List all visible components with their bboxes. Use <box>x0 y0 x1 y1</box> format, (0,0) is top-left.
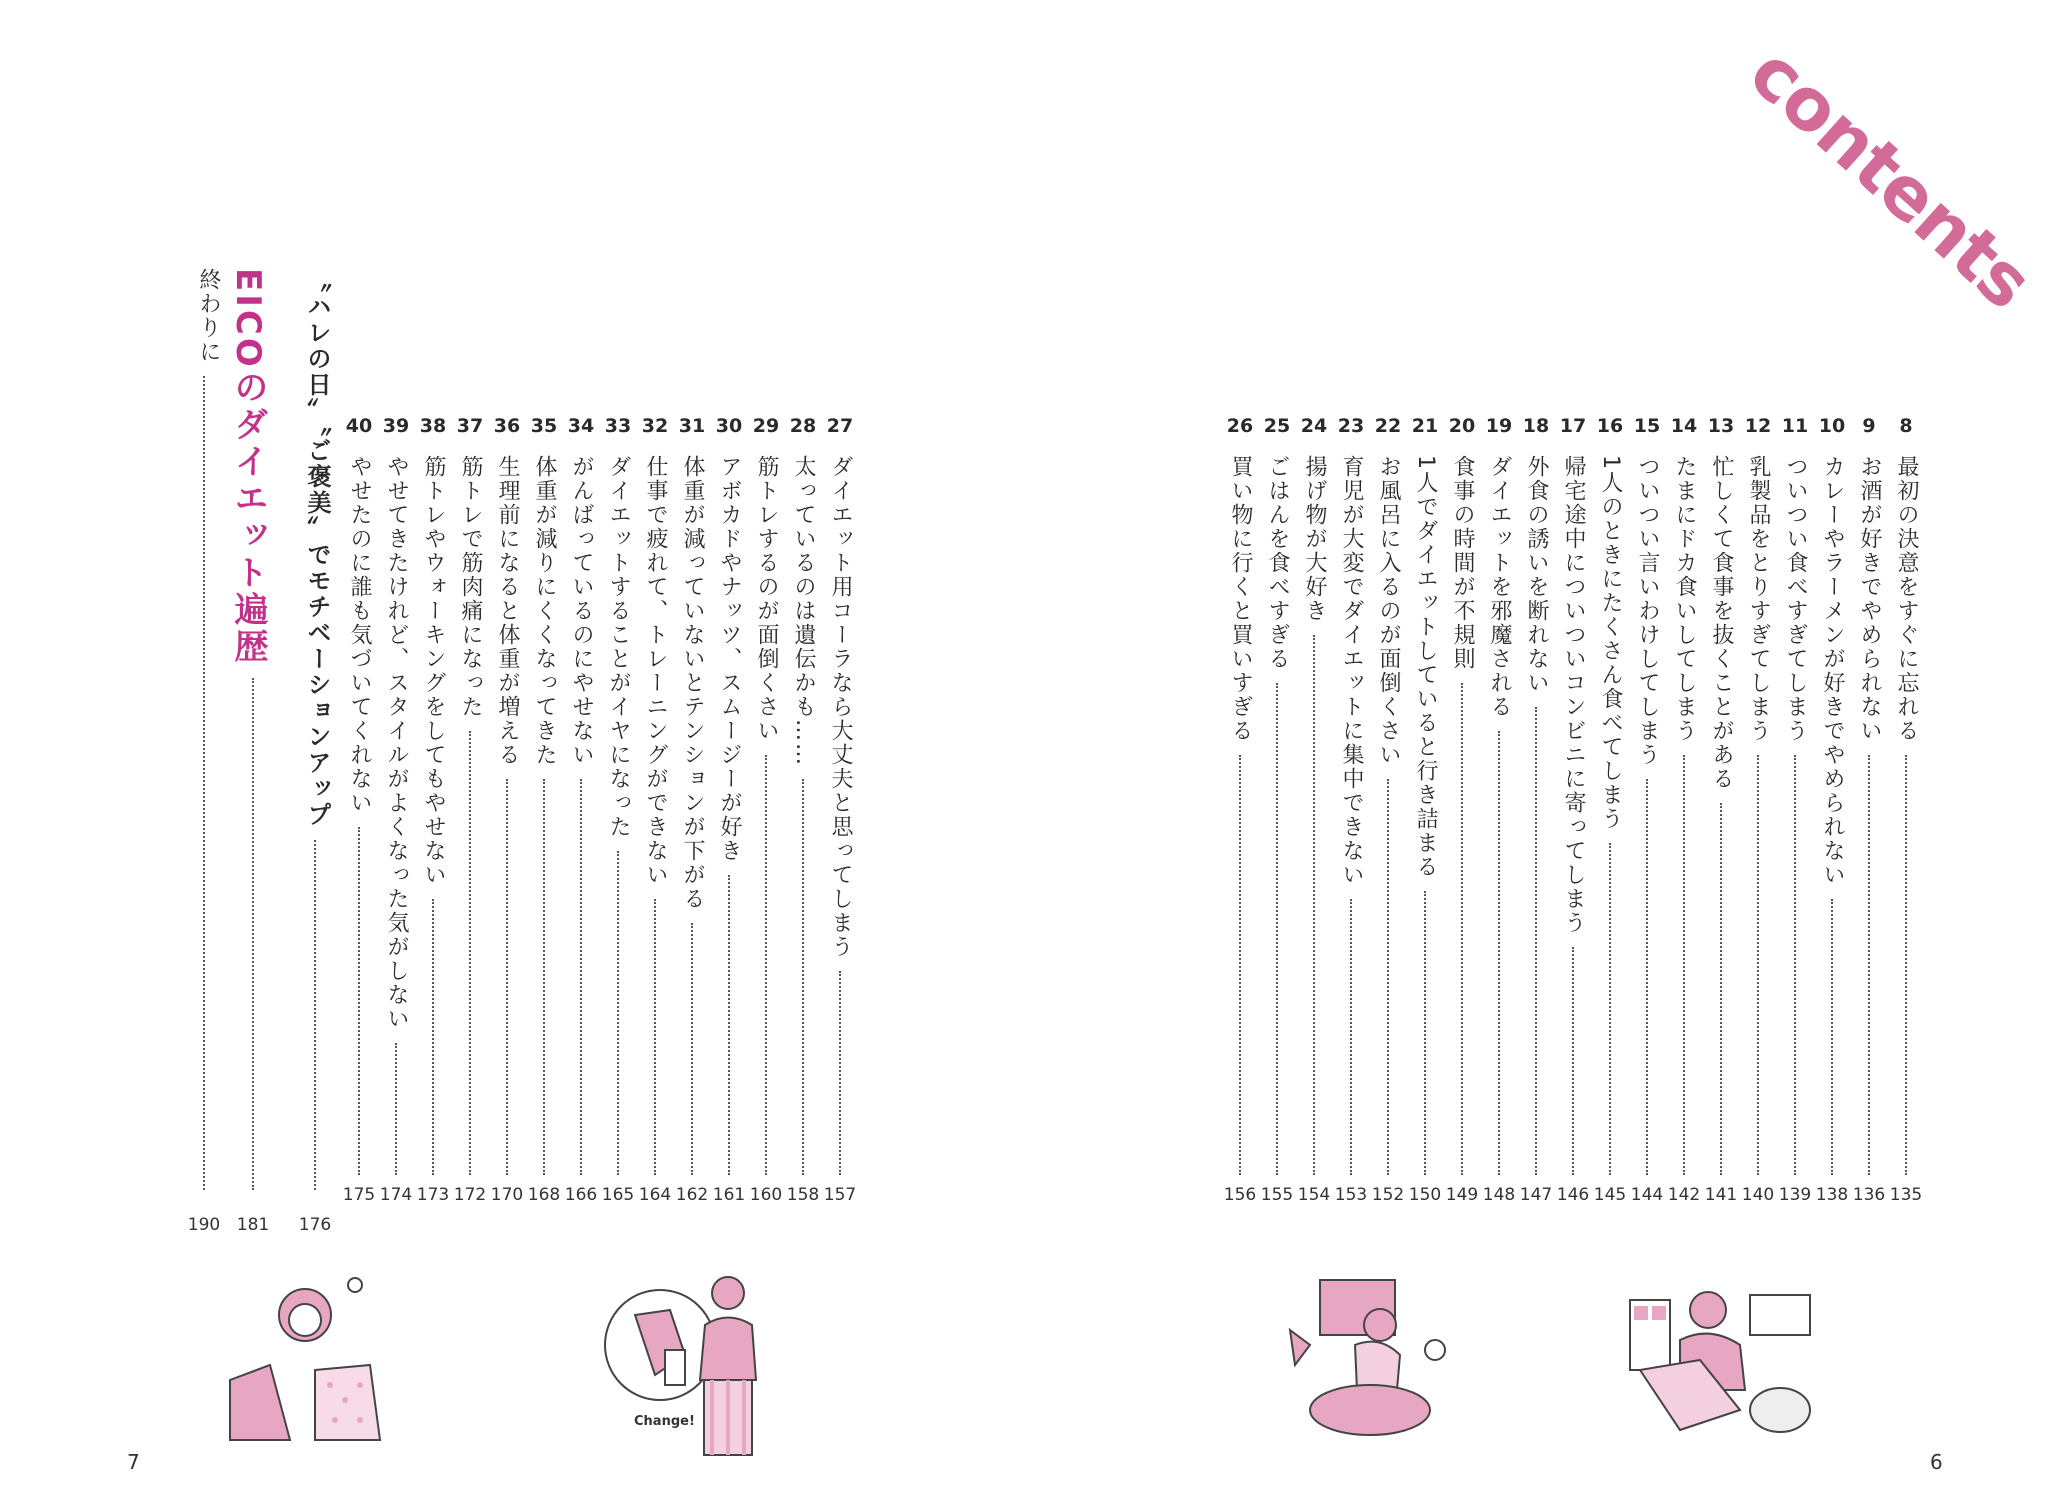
toc-entry[interactable] <box>749 415 783 1215</box>
toc-entry[interactable] <box>1741 415 1775 1215</box>
entry-number: 17 <box>1559 415 1587 437</box>
entry-number: 23 <box>1337 415 1365 437</box>
entry-title: ついつい言いわけしてしまう <box>1635 455 1660 767</box>
section-page: 176 <box>298 1215 332 1235</box>
entry-page: 157 <box>823 1185 857 1205</box>
entry-number: 38 <box>419 415 447 437</box>
entry-number: 12 <box>1744 415 1772 437</box>
leader-dots <box>432 899 434 1175</box>
toc-entry[interactable] <box>638 415 672 1215</box>
entry-title: 食事の時間が不規則 <box>1450 455 1475 671</box>
leader-dots <box>1757 755 1759 1175</box>
entry-number: 27 <box>826 415 854 437</box>
entry-title: 忙しくて食事を抜くことがある <box>1709 455 1734 791</box>
entry-number: 21 <box>1411 415 1439 437</box>
leader-dots <box>1424 891 1426 1175</box>
section-title: 終わりに <box>196 268 221 364</box>
woman-choosing-clothes-illustration <box>220 1270 390 1445</box>
leader-dots <box>395 1043 397 1175</box>
entry-title: 1人のときにたくさん食べてしまう <box>1598 455 1623 831</box>
entry-number: 13 <box>1707 415 1735 437</box>
section-afterword[interactable] <box>184 268 224 1235</box>
toc-entry[interactable] <box>1334 415 1368 1215</box>
entry-number: 32 <box>641 415 669 437</box>
toc-entry[interactable] <box>823 415 857 1215</box>
leader-dots <box>1868 755 1870 1175</box>
entry-page: 147 <box>1519 1185 1553 1205</box>
toc-entry[interactable] <box>601 415 635 1215</box>
leader-dots <box>1387 779 1389 1175</box>
entry-number: 10 <box>1818 415 1846 437</box>
entry-number: 11 <box>1781 415 1809 437</box>
entry-number: 16 <box>1596 415 1624 437</box>
toc-entry[interactable] <box>1445 415 1479 1215</box>
entry-page: 166 <box>564 1185 598 1205</box>
leader-dots <box>314 840 316 1190</box>
entry-page: 139 <box>1778 1185 1812 1205</box>
entry-number: 31 <box>678 415 706 437</box>
entry-number: 36 <box>493 415 521 437</box>
entry-number: 33 <box>604 415 632 437</box>
leader-dots <box>839 971 841 1175</box>
entry-page: 156 <box>1223 1185 1257 1205</box>
entry-number: 22 <box>1374 415 1402 437</box>
leader-dots <box>543 779 545 1175</box>
toc-entry[interactable] <box>1556 415 1590 1215</box>
toc-entry[interactable] <box>712 415 746 1215</box>
toc-entry[interactable] <box>453 415 487 1215</box>
entry-number: 30 <box>715 415 743 437</box>
leader-dots <box>1572 947 1574 1175</box>
toc-entry[interactable] <box>1223 415 1257 1215</box>
entry-page: 153 <box>1334 1185 1368 1205</box>
leader-dots <box>1239 755 1241 1175</box>
toc-entry[interactable] <box>1482 415 1516 1215</box>
entry-page: 144 <box>1630 1185 1664 1205</box>
entry-page: 161 <box>712 1185 746 1205</box>
entry-title: お酒が好きでやめられない <box>1857 455 1882 743</box>
toc-entry[interactable] <box>675 415 709 1215</box>
leader-dots <box>506 779 508 1175</box>
section-bonus-motivation[interactable] <box>295 268 335 1235</box>
toc-entry[interactable] <box>342 415 376 1215</box>
entry-title: 育児が大変でダイエットに集中できない <box>1339 455 1364 887</box>
leader-dots <box>203 376 205 1190</box>
entry-title: やせたのに誰も気づいてくれない <box>347 455 372 815</box>
entry-page: 146 <box>1556 1185 1590 1205</box>
leader-dots <box>1350 899 1352 1175</box>
toc-entry[interactable] <box>1889 415 1923 1215</box>
entry-number: 19 <box>1485 415 1513 437</box>
entry-number: 20 <box>1448 415 1476 437</box>
section-page: 181 <box>236 1215 270 1235</box>
section-title: EICOのダイエット遍歴 <box>228 268 268 666</box>
toc-entry[interactable] <box>786 415 820 1215</box>
entry-page: 155 <box>1260 1185 1294 1205</box>
entry-page: 145 <box>1593 1185 1627 1205</box>
leader-dots <box>358 827 360 1175</box>
toc-entry[interactable] <box>1297 415 1331 1215</box>
woman-in-cafe-illustration <box>1285 1270 1455 1445</box>
toc-entry[interactable] <box>1852 415 1886 1215</box>
leader-dots <box>617 851 619 1175</box>
toc-entry[interactable] <box>1667 415 1701 1215</box>
leader-dots <box>1498 731 1500 1175</box>
entry-number: 35 <box>530 415 558 437</box>
leader-dots <box>580 779 582 1175</box>
toc-entry[interactable] <box>1371 415 1405 1215</box>
entry-page: 172 <box>453 1185 487 1205</box>
entry-title: 体重が減りにくくなってきた <box>532 455 557 767</box>
entry-number: 37 <box>456 415 484 437</box>
entry-title: 外食の誘いを断れない <box>1524 455 1549 695</box>
entry-number: 34 <box>567 415 595 437</box>
entry-title: 帰宅途中についついコンビニに寄ってしまう <box>1561 455 1586 935</box>
entry-page: 148 <box>1482 1185 1516 1205</box>
page-number-left: 7 <box>127 1450 140 1474</box>
section-title: 〝ハレの日〟〝ご褒美〟でモチベーションアップ <box>303 268 331 828</box>
entry-page: 173 <box>416 1185 450 1205</box>
change-badge: Change! <box>634 1414 695 1429</box>
toc-entry[interactable] <box>564 415 598 1215</box>
entry-title: ダイエット用コーラなら大丈夫と思ってしまう <box>828 455 853 959</box>
leader-dots <box>802 779 804 1175</box>
entry-title: 最初の決意をすぐに忘れる <box>1894 455 1919 743</box>
entry-page: 162 <box>675 1185 709 1205</box>
entry-title: 揚げ物が大好き <box>1302 455 1327 623</box>
leader-dots <box>1720 803 1722 1175</box>
leader-dots <box>1905 755 1907 1175</box>
leader-dots <box>1683 755 1685 1175</box>
leader-dots <box>691 923 693 1175</box>
leader-dots <box>1535 707 1537 1175</box>
toc-entry[interactable] <box>1630 415 1664 1215</box>
entry-page: 164 <box>638 1185 672 1205</box>
entry-number: 24 <box>1300 415 1328 437</box>
leader-dots <box>1313 635 1315 1175</box>
toc-entry[interactable] <box>416 415 450 1215</box>
toc-entry[interactable] <box>1408 415 1442 1215</box>
entry-page: 140 <box>1741 1185 1775 1205</box>
entry-title: やせてきたけれど、スタイルがよくなった気がしない <box>384 455 409 1031</box>
entry-number: 9 <box>1862 415 1876 437</box>
leader-dots <box>1646 779 1648 1175</box>
entry-page: 168 <box>527 1185 561 1205</box>
entry-page: 149 <box>1445 1185 1479 1205</box>
entry-page: 165 <box>601 1185 635 1205</box>
woman-at-desk-illustration <box>1620 1270 1820 1445</box>
toc-entry[interactable] <box>1519 415 1553 1215</box>
entry-page: 152 <box>1371 1185 1405 1205</box>
entry-number: 26 <box>1226 415 1254 437</box>
leader-dots <box>1461 683 1463 1175</box>
page-number-right: 6 <box>1930 1450 1943 1474</box>
entry-page: 136 <box>1852 1185 1886 1205</box>
toc-entry[interactable] <box>527 415 561 1215</box>
leader-dots <box>1609 843 1611 1175</box>
toc-entry[interactable] <box>1778 415 1812 1215</box>
section-page: 190 <box>187 1215 221 1235</box>
entry-number: 14 <box>1670 415 1698 437</box>
entry-title: たまにドカ食いしてしまう <box>1672 455 1697 743</box>
entry-number: 39 <box>382 415 410 437</box>
leader-dots <box>252 678 254 1190</box>
entry-title: 筋トレするのが面倒くさい <box>754 455 779 743</box>
entry-title: ダイエットを邪魔される <box>1487 455 1512 719</box>
toc-entry[interactable] <box>1593 415 1627 1215</box>
clothes-change-illustration <box>600 1265 800 1460</box>
entry-title: ついつい食べすぎてしまう <box>1783 455 1808 743</box>
entry-title: 生理前になると体重が増える <box>495 455 520 767</box>
entry-title: 筋トレやウォーキングをしてもやせない <box>421 455 446 887</box>
toc-entry[interactable] <box>1260 415 1294 1215</box>
entry-title: 太っているのは遺伝かも…… <box>791 455 816 767</box>
entry-number: 18 <box>1522 415 1550 437</box>
entry-title: ダイエットすることがイヤになった <box>606 455 631 839</box>
entry-title: 筋トレで筋肉痛になった <box>458 455 483 719</box>
entry-title: 1人でダイエットしていると行き詰まる <box>1413 455 1438 879</box>
toc-entry[interactable] <box>1815 415 1849 1215</box>
leader-dots <box>1794 755 1796 1175</box>
entry-page: 170 <box>490 1185 524 1205</box>
entry-page: 174 <box>379 1185 413 1205</box>
entry-page: 154 <box>1297 1185 1331 1205</box>
entry-title: ごはんを食べすぎる <box>1265 455 1290 671</box>
entry-page: 158 <box>786 1185 820 1205</box>
entry-title: 仕事で疲れて、トレーニングができない <box>643 455 668 887</box>
leader-dots <box>765 755 767 1175</box>
leader-dots <box>1831 899 1833 1175</box>
entry-title: お風呂に入るのが面倒くさい <box>1376 455 1401 767</box>
entry-page: 150 <box>1408 1185 1442 1205</box>
entry-number: 40 <box>345 415 373 437</box>
entry-number: 25 <box>1263 415 1291 437</box>
entry-title: 体重が減っていないとテンションが下がる <box>680 455 705 911</box>
entry-title: がんばっているのにやせない <box>569 455 594 767</box>
entry-title: カレーやラーメンが好きでやめられない <box>1820 455 1845 887</box>
entry-page: 175 <box>342 1185 376 1205</box>
entry-page: 160 <box>749 1185 783 1205</box>
entry-page: 135 <box>1889 1185 1923 1205</box>
leader-dots <box>469 731 471 1175</box>
entry-page: 141 <box>1704 1185 1738 1205</box>
leader-dots <box>1276 683 1278 1175</box>
entry-number: 28 <box>789 415 817 437</box>
leader-dots <box>654 899 656 1175</box>
toc-entry[interactable] <box>1704 415 1738 1215</box>
leader-dots <box>728 875 730 1175</box>
entry-number: 15 <box>1633 415 1661 437</box>
contents-heading: contents <box>1733 30 2049 325</box>
entry-number: 8 <box>1899 415 1913 437</box>
entry-title: 買い物に行くと買いすぎる <box>1228 455 1253 743</box>
entry-page: 142 <box>1667 1185 1701 1205</box>
toc-entry[interactable] <box>379 415 413 1215</box>
toc-entry[interactable] <box>490 415 524 1215</box>
entry-title: 乳製品をとりすぎてしまう <box>1746 455 1771 743</box>
section-eico-history[interactable] <box>228 268 273 1235</box>
entry-title: アボカドやナッツ、スムージーが好き <box>717 455 742 863</box>
entry-number: 29 <box>752 415 780 437</box>
entry-page: 138 <box>1815 1185 1849 1205</box>
